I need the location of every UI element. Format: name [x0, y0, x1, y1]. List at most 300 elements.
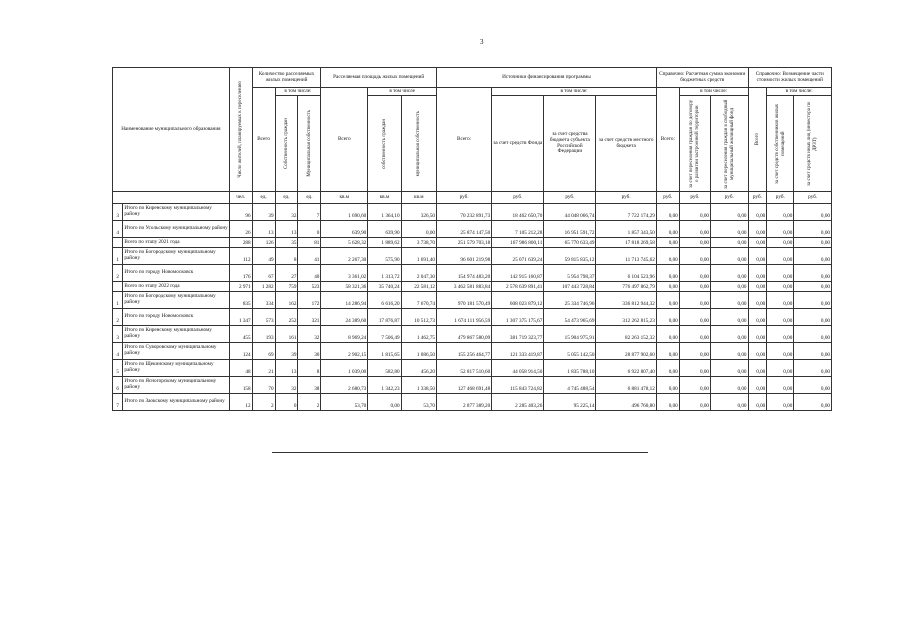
value-cell: 8 969,24: [321, 326, 368, 343]
value-cell: 608 023 879,12: [492, 292, 544, 309]
value-cell: 1 338,50: [401, 377, 436, 394]
value-cell: 38: [298, 377, 321, 394]
value-cell: 0,00: [767, 265, 794, 282]
value-cell: 26: [229, 221, 252, 238]
value-cell: 835: [229, 292, 252, 309]
value-cell: 0,00: [656, 248, 679, 265]
municipality-name: Итого по Суворовскому муниципальному району: [123, 343, 229, 360]
value-cell: 13: [252, 221, 275, 238]
value-cell: 0,00: [794, 309, 832, 326]
value-cell: 5 954 798,37: [544, 265, 596, 282]
value-cell: 288: [229, 238, 252, 248]
value-cell: 27: [275, 265, 298, 282]
value-cell: 0: [298, 221, 321, 238]
value-cell: 3 738,70: [401, 238, 436, 248]
table-row: [113, 309, 832, 326]
value-cell: 0,00: [711, 309, 749, 326]
value-cell: 0,00: [711, 326, 749, 343]
value-cell: 0,00: [679, 204, 710, 221]
units-row: [113, 192, 832, 204]
row-number: 2: [113, 309, 123, 326]
value-cell: 0,00: [711, 238, 749, 248]
value-cell: 0,00: [794, 292, 832, 309]
value-cell: 115 843 724,82: [492, 377, 544, 394]
resettlement-table: [112, 67, 832, 411]
value-cell: 1 086,50: [401, 343, 436, 360]
value-cell: 0,00: [656, 221, 679, 238]
value-cell: 0,00: [748, 377, 767, 394]
econ1-header: за счет переселения граждан по договору о развитии застроенной территории: [679, 96, 710, 192]
value-cell: 96: [229, 204, 252, 221]
ref1-total-header: Всего:: [656, 88, 679, 192]
value-cell: 14 286,94: [321, 292, 368, 309]
value-cell: 334: [252, 292, 275, 309]
value-cell: 0,00: [368, 394, 401, 411]
value-cell: 381 719 323,77: [492, 326, 544, 343]
local-header: за счет средств местного бюджета: [596, 96, 656, 192]
row-number: 5: [113, 360, 123, 377]
value-cell: 0,00: [679, 326, 710, 343]
table-row: [113, 204, 832, 221]
row-number: [113, 238, 123, 248]
value-cell: 0,00: [794, 360, 832, 377]
table-row: [113, 377, 832, 394]
municipality-name: Итого по Богородскому муниципальному району: [123, 248, 229, 265]
value-cell: 0,00: [679, 282, 710, 292]
value-cell: 0,00: [767, 309, 794, 326]
econ2-header: за счет переселения граждан в свободный муниципальный жилищный фонд: [711, 96, 749, 192]
value-cell: 0,00: [794, 343, 832, 360]
table-body: [113, 204, 832, 411]
value-cell: 154 974 483,20: [437, 265, 492, 282]
value-cell: 1 347: [229, 309, 252, 326]
unit-cell: ед.: [275, 192, 298, 204]
value-cell: 573: [252, 309, 275, 326]
value-cell: 0,00: [656, 204, 679, 221]
value-cell: 15 904 975,91: [544, 326, 596, 343]
value-cell: 32: [275, 204, 298, 221]
rooms-group-header: Количество расселяемых жилых помещений: [252, 68, 321, 88]
value-cell: 0,00: [679, 221, 710, 238]
value-cell: 0,00: [679, 343, 710, 360]
value-cell: 0,00: [679, 377, 710, 394]
value-cell: 0,00: [794, 248, 832, 265]
value-cell: 0,00: [679, 248, 710, 265]
unit-cell: ед.: [298, 192, 321, 204]
value-cell: 107 443 728,84: [544, 282, 596, 292]
finance-total-header: Всего:: [437, 88, 492, 192]
value-cell: 16 951 591,72: [544, 221, 596, 238]
municipality-name: Итого по Заокскому муниципальному району: [123, 394, 229, 411]
value-cell: 8: [298, 360, 321, 377]
value-cell: 0,00: [748, 343, 767, 360]
area-municipal-header: муниципальная собственность: [401, 96, 436, 192]
value-cell: 35 740,24: [368, 282, 401, 292]
value-cell: 326,50: [401, 204, 436, 221]
value-cell: 6 922 807,40: [596, 360, 656, 377]
value-cell: 0,00: [767, 221, 794, 238]
value-cell: 1 889,62: [368, 238, 401, 248]
value-cell: 0,00: [679, 238, 710, 248]
value-cell: 7 670,74: [401, 292, 436, 309]
value-cell: 25 874 147,50: [437, 221, 492, 238]
value-cell: 2: [298, 394, 321, 411]
value-cell: 17 876,87: [368, 309, 401, 326]
value-cell: 7 105 212,28: [492, 221, 544, 238]
value-cell: 2 578 639 891,41: [492, 282, 544, 292]
municipality-name: Итого по Киренскому муниципальному району: [123, 326, 229, 343]
value-cell: 5 055 142,50: [544, 343, 596, 360]
value-cell: 0,00: [401, 221, 436, 238]
value-cell: 0,00: [767, 248, 794, 265]
value-cell: 0,00: [711, 377, 749, 394]
fund-header: за счет средств Фонда: [492, 96, 544, 192]
value-cell: 2 971: [229, 282, 252, 292]
value-cell: 0,00: [748, 326, 767, 343]
value-cell: 0,00: [656, 238, 679, 248]
value-cell: 21: [252, 360, 275, 377]
value-cell: 167 986 800,11: [492, 238, 544, 248]
rooms-total-header: Всего: [252, 88, 275, 192]
value-cell: 162: [275, 292, 298, 309]
value-cell: 121 333 419,87: [492, 343, 544, 360]
unit-cell: руб.: [596, 192, 656, 204]
value-cell: 22 581,12: [401, 282, 436, 292]
value-cell: 252: [275, 309, 298, 326]
value-cell: 0,00: [767, 282, 794, 292]
value-cell: 126: [252, 238, 275, 248]
value-cell: 639,90: [321, 221, 368, 238]
value-cell: 2 680,73: [321, 377, 368, 394]
value-cell: 25 071 639,24: [492, 248, 544, 265]
signature-line: [272, 452, 648, 453]
value-cell: 0,00: [656, 282, 679, 292]
value-cell: 1 342,23: [368, 377, 401, 394]
value-cell: 0,00: [767, 326, 794, 343]
finance-incl-header: в том числе:: [492, 88, 657, 96]
value-cell: 95 225,14: [544, 394, 596, 411]
row-number: 6: [113, 377, 123, 394]
value-cell: 40: [298, 265, 321, 282]
unit-cell: ед.: [252, 192, 275, 204]
unit-cell: руб.: [679, 192, 710, 204]
value-cell: 58 321,36: [321, 282, 368, 292]
unit-cell: руб.: [492, 192, 544, 204]
row-number: 7: [113, 394, 123, 411]
value-cell: 25 334 746,96: [544, 292, 596, 309]
value-cell: 59 815 835,12: [544, 248, 596, 265]
value-cell: 496 760,80: [596, 394, 656, 411]
value-cell: 142 915 160,87: [492, 265, 544, 282]
value-cell: 6 104 523,96: [596, 265, 656, 282]
value-cell: 2: [252, 394, 275, 411]
unit-cell: руб.: [711, 192, 749, 204]
municipality-name: Итого по городу Новомосковск: [123, 309, 229, 326]
value-cell: 112: [229, 248, 252, 265]
value-cell: 0,00: [711, 360, 749, 377]
value-cell: 13: [275, 221, 298, 238]
value-cell: 3 361,02: [321, 265, 368, 282]
value-cell: 0,00: [748, 394, 767, 411]
value-cell: 13: [275, 360, 298, 377]
value-cell: 0,00: [679, 394, 710, 411]
value-cell: 2 902,15: [321, 343, 368, 360]
unit-cell: руб.: [794, 192, 832, 204]
value-cell: 10 512,73: [401, 309, 436, 326]
value-cell: 193: [252, 326, 275, 343]
value-cell: 523: [298, 282, 321, 292]
ref2b-header: за счет средств иных лиц (инвестора по ДРЗТ): [794, 96, 832, 192]
value-cell: 49: [252, 248, 275, 265]
row-number: 4: [113, 343, 123, 360]
value-cell: 1 282: [252, 282, 275, 292]
unit-cell: кв.м: [401, 192, 436, 204]
value-cell: 7 722 174,29: [596, 204, 656, 221]
rooms-private-header: Собственность граждан: [275, 96, 298, 192]
value-cell: 0,00: [794, 221, 832, 238]
value-cell: 0,00: [656, 394, 679, 411]
unit-cell: кв.м: [321, 192, 368, 204]
value-cell: 1 462,75: [401, 326, 436, 343]
value-cell: 1 835 788,10: [544, 360, 596, 377]
value-cell: 28 877 902,60: [596, 343, 656, 360]
row-number: 1: [113, 292, 123, 309]
value-cell: 0,00: [711, 248, 749, 265]
value-cell: 1 039,00: [321, 360, 368, 377]
value-cell: 312 262 815,23: [596, 309, 656, 326]
value-cell: 52 817 510,60: [437, 360, 492, 377]
value-cell: 1 857 343,50: [596, 221, 656, 238]
value-cell: 0,00: [748, 360, 767, 377]
value-cell: 82 263 152,32: [596, 326, 656, 343]
value-cell: 44 058 914,50: [492, 360, 544, 377]
value-cell: 39: [275, 343, 298, 360]
municipality-name: Итого по Богородскому муниципальному району: [123, 292, 229, 309]
value-cell: 4 745 488,54: [544, 377, 596, 394]
value-cell: 11 713 745,62: [596, 248, 656, 265]
value-cell: 2 877 389,20: [437, 394, 492, 411]
value-cell: 0,00: [679, 309, 710, 326]
value-cell: 0,00: [767, 360, 794, 377]
value-cell: 0,00: [711, 265, 749, 282]
table-row: [113, 326, 832, 343]
ref1-incl-header: в том числе:: [679, 88, 748, 96]
value-cell: 53,70: [321, 394, 368, 411]
value-cell: 0,00: [748, 282, 767, 292]
unit-cell: чел.: [229, 192, 252, 204]
value-cell: 0,00: [748, 221, 767, 238]
value-cell: 0,00: [656, 292, 679, 309]
unit-cell: кв.м: [368, 192, 401, 204]
municipality-name: Всего по этапу 2022 года: [123, 282, 229, 292]
value-cell: 81: [298, 238, 321, 248]
table-row: [113, 282, 832, 292]
unit-cell: руб.: [656, 192, 679, 204]
value-cell: 639,90: [368, 221, 401, 238]
value-cell: 12: [229, 394, 252, 411]
value-cell: 582,80: [368, 360, 401, 377]
table-row: [113, 221, 832, 238]
value-cell: 3 462 581 883,84: [437, 282, 492, 292]
value-cell: 65 770 633,49: [544, 238, 596, 248]
unit-cell: руб.: [767, 192, 794, 204]
value-cell: 172: [298, 292, 321, 309]
area-total-header: Всего: [321, 88, 368, 192]
page-number: 3: [480, 38, 484, 46]
unit-cell: руб.: [437, 192, 492, 204]
value-cell: 0,00: [794, 282, 832, 292]
row-number: 3: [113, 204, 123, 221]
value-cell: 0,00: [794, 238, 832, 248]
value-cell: 575,90: [368, 248, 401, 265]
unit-cell: руб.: [544, 192, 596, 204]
value-cell: 0,00: [748, 292, 767, 309]
table-row: [113, 248, 832, 265]
area-private-header: собственность граждан: [368, 96, 401, 192]
value-cell: 0,00: [767, 204, 794, 221]
value-cell: 0,00: [656, 360, 679, 377]
value-cell: 251 579 703,18: [437, 238, 492, 248]
table-row: [113, 238, 832, 248]
value-cell: 1 364,10: [368, 204, 401, 221]
value-cell: 0,00: [711, 343, 749, 360]
value-cell: 0,00: [794, 394, 832, 411]
table-row: [113, 292, 832, 309]
value-cell: 6 881 478,12: [596, 377, 656, 394]
value-cell: 0,00: [679, 292, 710, 309]
rooms-incl-header: в том числе:: [275, 88, 321, 96]
value-cell: 0,00: [794, 204, 832, 221]
value-cell: 69: [252, 343, 275, 360]
value-cell: 455: [229, 326, 252, 343]
value-cell: 0: [275, 394, 298, 411]
value-cell: 2 285 403,26: [492, 394, 544, 411]
value-cell: 54 473 965,69: [544, 309, 596, 326]
ref2-incl-header: в том числе:: [767, 88, 832, 96]
value-cell: 127 468 691,48: [437, 377, 492, 394]
value-cell: 124: [229, 343, 252, 360]
municipality-name: Итого по Ясногорскому муниципальному району: [123, 377, 229, 394]
value-cell: 44 048 066,74: [544, 204, 596, 221]
table-row: [113, 265, 832, 282]
ref2-group-header: Справочно: Возмещение части стоимости жилых помещений: [748, 68, 831, 88]
table-row: [113, 343, 832, 360]
value-cell: 0,00: [711, 292, 749, 309]
value-cell: 0,00: [656, 377, 679, 394]
municipality-name: Итого по городу Новомосковск: [123, 265, 229, 282]
value-cell: 2 047,30: [401, 265, 436, 282]
value-cell: 1 815,65: [368, 343, 401, 360]
value-cell: 0,00: [794, 326, 832, 343]
value-cell: 32: [298, 326, 321, 343]
value-cell: 0,00: [679, 360, 710, 377]
area-incl-header: в том числе: [368, 88, 437, 96]
municipality-name: Итого по Киренскому муниципальному району: [123, 204, 229, 221]
value-cell: 0,00: [656, 343, 679, 360]
value-cell: 0,00: [748, 204, 767, 221]
value-cell: 1 690,60: [321, 204, 368, 221]
value-cell: 53,70: [401, 394, 436, 411]
value-cell: 0,00: [711, 282, 749, 292]
value-cell: 0,00: [767, 377, 794, 394]
value-cell: 0,00: [656, 309, 679, 326]
value-cell: 0,00: [748, 309, 767, 326]
unit-cell: руб.: [748, 192, 767, 204]
value-cell: 176: [229, 265, 252, 282]
value-cell: 456,20: [401, 360, 436, 377]
value-cell: 18 462 650,70: [492, 204, 544, 221]
value-cell: 155 256 464,77: [437, 343, 492, 360]
row-number: [113, 282, 123, 292]
value-cell: 0,00: [794, 265, 832, 282]
value-cell: 39: [252, 204, 275, 221]
value-cell: 1 307 375 175,67: [492, 309, 544, 326]
value-cell: 0,00: [748, 238, 767, 248]
table-row: [113, 360, 832, 377]
value-cell: 1 313,72: [368, 265, 401, 282]
value-cell: 5 628,32: [321, 238, 368, 248]
value-cell: 0,00: [767, 292, 794, 309]
municipality-name: Всего по этапу 2021 года: [123, 238, 229, 248]
value-cell: 0,00: [794, 377, 832, 394]
row-number: 1: [113, 248, 123, 265]
value-cell: 7 506,49: [368, 326, 401, 343]
value-cell: 8: [275, 248, 298, 265]
ref1-group-header: Справочно: Расчетная сумма экономии бюджетных средств: [656, 68, 748, 88]
people-col-header: Число жителей, планируемых к переселению: [229, 68, 252, 192]
value-cell: 0,00: [711, 221, 749, 238]
value-cell: 0,00: [767, 343, 794, 360]
rooms-municipal-header: Муниципальная собственность: [298, 96, 321, 192]
value-cell: 30: [298, 343, 321, 360]
value-cell: 17 818 269,58: [596, 238, 656, 248]
value-cell: 158: [229, 377, 252, 394]
value-cell: 0,00: [656, 265, 679, 282]
municipality-name: Итого по Щекинскому муниципальному району: [123, 360, 229, 377]
value-cell: 70: [252, 377, 275, 394]
value-cell: 32: [275, 377, 298, 394]
value-cell: 0,00: [748, 248, 767, 265]
value-cell: 35: [275, 238, 298, 248]
value-cell: 24 389,60: [321, 309, 368, 326]
value-cell: 2 267,30: [321, 248, 368, 265]
row-number: 4: [113, 221, 123, 238]
value-cell: 336 812 944,32: [596, 292, 656, 309]
value-cell: 1 691,40: [401, 248, 436, 265]
name-col-header: Наименование муниципального образования: [113, 68, 230, 192]
value-cell: 6 616,20: [368, 292, 401, 309]
value-cell: 0,00: [748, 265, 767, 282]
value-cell: 0,00: [656, 326, 679, 343]
value-cell: 0,00: [711, 394, 749, 411]
area-group-header: Расселяемая площадь жилых помещений: [321, 68, 437, 88]
value-cell: 67: [252, 265, 275, 282]
ref2a-header: за счет средств собственников жилых помещений: [767, 96, 794, 192]
value-cell: 41: [298, 248, 321, 265]
value-cell: 1 674 111 956,59: [437, 309, 492, 326]
value-cell: 0,00: [679, 265, 710, 282]
value-cell: 48: [229, 360, 252, 377]
value-cell: 7: [298, 204, 321, 221]
municipality-name: Итого по Усольскому муниципальному району: [123, 221, 229, 238]
finance-group-header: Источники финансирования программы: [437, 68, 657, 88]
value-cell: 776 497 862,79: [596, 282, 656, 292]
value-cell: 479 867 580,09: [437, 326, 492, 343]
value-cell: 0,00: [711, 204, 749, 221]
value-cell: 321: [298, 309, 321, 326]
ref2-total-header: Всего: [748, 88, 767, 192]
regional-header: за счет средства бюджета субъекта Российской Федерации: [544, 96, 596, 192]
